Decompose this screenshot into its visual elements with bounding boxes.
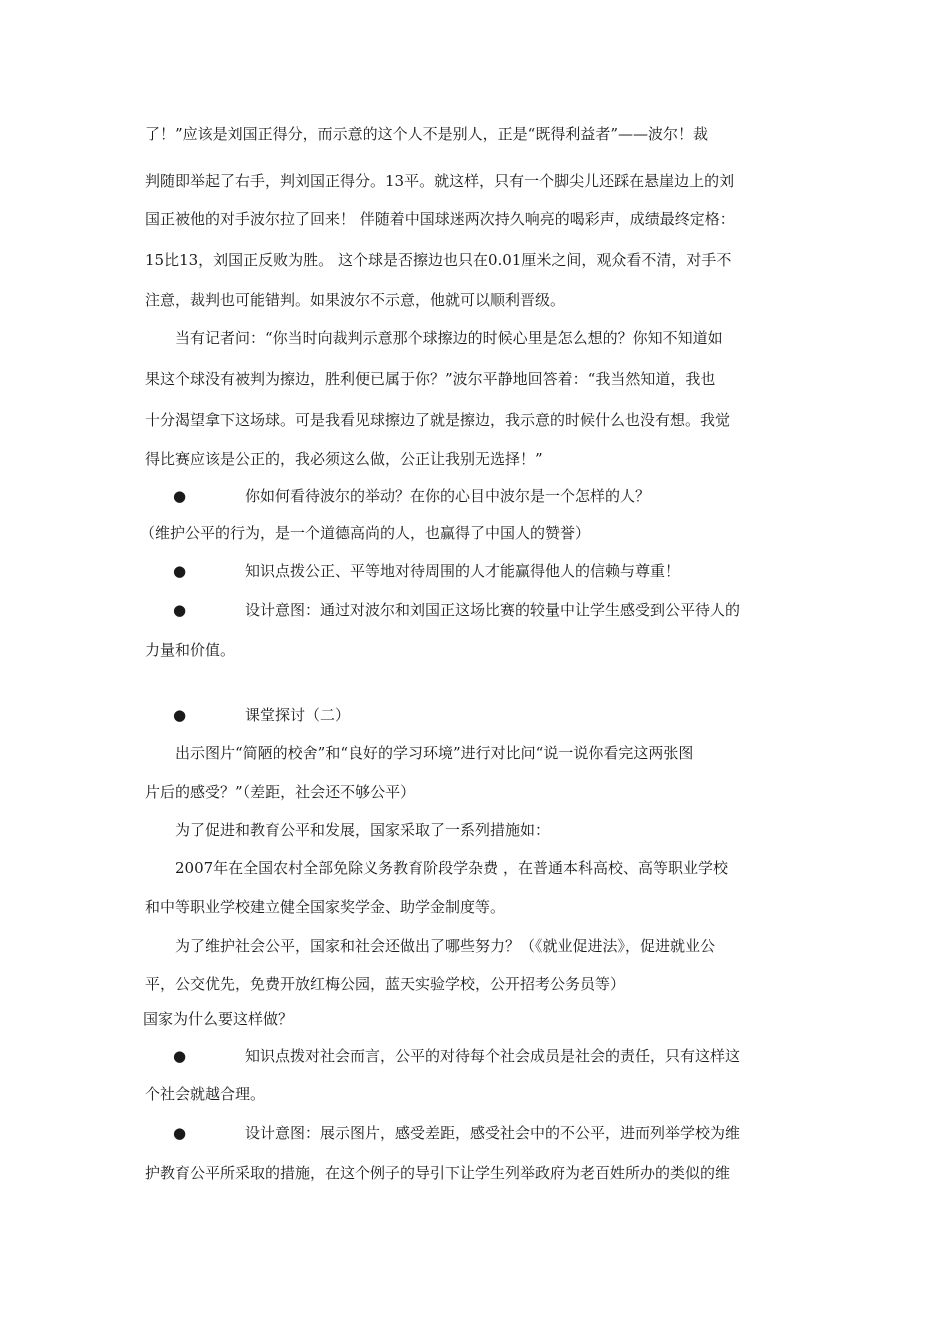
bullet-text: 知识点拨公正、平等地对待周围的人才能赢得他人的信赖与尊重！	[245, 562, 681, 580]
text-line: 平，公交优先，免费开放红梅公园，蓝天实验学校，公开招考公务员等）	[145, 975, 626, 993]
bullet-icon: ●	[173, 601, 187, 619]
text-line: 个社会就越合理。	[145, 1085, 266, 1103]
text-line: 15比13，刘国正反败为胜。 这个球是否擦边也只在0.01厘米之间，观众看不清，对手不	[145, 251, 732, 269]
text-line: 十分渴望拿下这场球。可是我看见球擦边了就是擦边，我示意的时候什么也没有想。我觉	[145, 411, 731, 429]
text-line: 片后的感受？”（差距，社会还不够公平）	[145, 783, 416, 801]
bullet-text: 知识点拨对社会而言，公平的对待每个社会成员是社会的责任，只有这样这	[245, 1047, 741, 1065]
bullet-text: 你如何看待波尔的举动？在你的心目中波尔是一个怎样的人？	[245, 487, 651, 505]
text-line: 得比赛应该是公正的，我必须这么做，公正让我别无选择！”	[145, 450, 543, 468]
bullet-text: 课堂探讨（二）	[245, 706, 351, 724]
text-line: 果这个球没有被判为擦边，胜利便已属于你？”波尔平静地回答着：“我当然知道，我也	[145, 370, 716, 388]
text-line: 为了维护社会公平，国家和社会还做出了哪些努力？（《就业促进法》，促进就业公	[175, 937, 716, 955]
text-line: （维护公平的行为，是一个道德高尚的人，也赢得了中国人的赞誉）	[140, 524, 591, 542]
text-line: 国正被他的对手波尔拉了回来！ 伴随着中国球迷两次持久响亮的喝彩声，成绩最终定格：	[145, 210, 735, 228]
text-line: 为了促进和教育公平和发展，国家采取了一系列措施如：	[175, 821, 551, 839]
text-line: 注意，裁判也可能错判。如果波尔不示意，他就可以顺利晋级。	[145, 291, 566, 309]
text-line: 判随即举起了右手，判刘国正得分。13平。就这样，只有一个脚尖儿还踩在悬崖边上的刘	[145, 172, 735, 190]
bullet-text: 设计意图：通过对波尔和刘国正这场比赛的较量中让学生感受到公平待人的	[245, 601, 741, 619]
text-line: 2007年在全国农村全部免除义务教育阶段学杂费 ，在普通本科高校、高等职业学校	[175, 859, 728, 877]
text-line: 了！”应该是刘国正得分，而示意的这个人不是别人，正是“既得利益者”——波尔！裁	[145, 125, 709, 143]
bullet-icon: ●	[173, 706, 187, 724]
text-line: 出示图片“简陋的校舍”和“良好的学习环境”进行对比问“说一说你看完这两张图	[175, 744, 694, 762]
text-line: 力量和价值。	[145, 641, 236, 659]
bullet-icon: ●	[173, 1047, 187, 1065]
bullet-icon: ●	[173, 562, 187, 580]
bullet-icon: ●	[173, 1124, 187, 1142]
text-line: 当有记者问：“你当时向裁判示意那个球擦边的时候心里是怎么想的？你知不知道如	[175, 329, 723, 347]
bullet-icon: ●	[173, 487, 187, 505]
bullet-text: 设计意图：展示图片，感受差距，感受社会中的不公平，进而列举学校为维	[245, 1124, 741, 1142]
text-line: 国家为什么要这样做？	[143, 1010, 294, 1028]
text-line: 护教育公平所采取的措施，在这个例子的导引下让学生列举政府为老百姓所办的类似的维	[145, 1164, 731, 1182]
text-line: 和中等职业学校建立健全国家奖学金、助学金制度等。	[145, 898, 506, 916]
